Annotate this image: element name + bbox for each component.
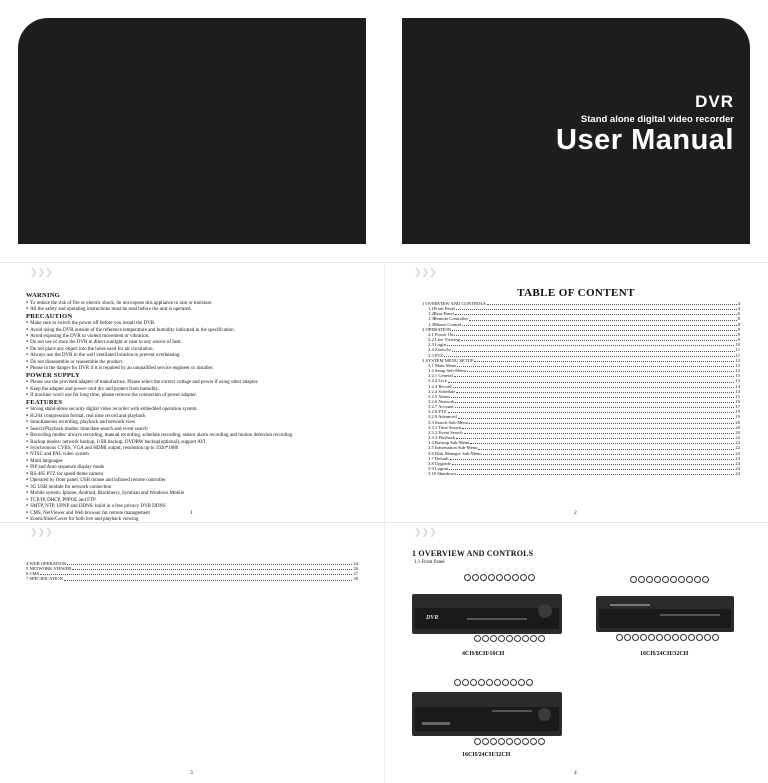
chevron-right-icon: ❯❯❯ [414, 528, 437, 538]
toc-leader-dots [448, 382, 735, 383]
bullet-item: ● If machine won't use for long time, please remove the connection of power adapter. [26, 392, 366, 398]
chevron-right-icon: ❯❯❯ [414, 268, 437, 278]
device-caption: 4CH/8CH/16CH [462, 651, 505, 657]
callout-marker [454, 679, 461, 686]
toc-leader-dots [449, 469, 734, 470]
cover-subtitle: Stand alone digital video recorder [580, 114, 734, 125]
callout-marker [648, 634, 655, 641]
bullet-item: ● Please use the provided adapter of manufacture. Please select the correct voltage and power if using other adapter. [26, 379, 366, 385]
toc-entry-label: 3.3.1 Time Search [428, 424, 462, 430]
toc-entry-page: 24 [735, 471, 740, 477]
toc-leader-dots [470, 443, 734, 444]
toc-entry-page: 16 [735, 398, 740, 404]
device-knob [538, 708, 551, 721]
callout-marker [514, 635, 521, 642]
callout-marker [664, 634, 671, 641]
toc-leader-dots [452, 330, 737, 331]
callout-marker [464, 574, 471, 581]
callout-marker [494, 679, 501, 686]
bullet-item: ● SMTP, NTP, UPNP and DDNS, build in a free privacy DVR DDNS [26, 503, 366, 509]
toc-entry-page: 27 [353, 571, 358, 577]
device-slot [422, 722, 450, 725]
toc-leader-dots [450, 459, 735, 460]
chevron-right-icon: ❯❯❯ [30, 528, 53, 538]
callout-marker [506, 738, 513, 745]
toc-leader-dots [464, 433, 735, 434]
callout-marker [478, 679, 485, 686]
toc-entry-label: 1 OVERVIEW AND CONTROLS [422, 301, 486, 306]
callout-marker [678, 576, 685, 583]
table-of-contents [422, 301, 740, 476]
toc-entry-page: 22 [735, 435, 740, 441]
callout-marker [510, 679, 517, 686]
toc-entry-label: 1.1Front Panel [428, 306, 456, 312]
bullet-item: ● Make sure to switch the power off before you install the DVR. [26, 320, 366, 326]
callout-marker [522, 635, 529, 642]
section-heading: POWER SUPPLY [26, 371, 80, 379]
bullet-item: ● Avoid exposing the DVR to violent movement or vibration. [26, 333, 366, 339]
bullet-item: ● H.264 compression format, real time record and playback [26, 413, 366, 419]
toc-entry-label: 3 SYSTEM MENU SETUP [422, 357, 474, 363]
subsection-title: 1.1 Front Panel [414, 560, 445, 565]
cover-product-name: DVR [695, 92, 734, 111]
safety-features-text [26, 292, 366, 522]
toc-leader-dots [487, 304, 737, 305]
toc-leader-dots [456, 438, 734, 439]
toc-entry-page: 11 [735, 352, 740, 358]
toc-entry-page: 20 [735, 429, 740, 435]
toc-entry-label: 3.2.6 Network [428, 398, 455, 404]
device-slot [467, 618, 527, 620]
callout-marker [482, 635, 489, 642]
toc-leader-dots [72, 569, 352, 570]
callout-marker [704, 634, 711, 641]
cover-back-page [0, 0, 384, 262]
toc-entry-label: 2.3 Login [428, 342, 446, 348]
section-heading: WARNING [26, 292, 61, 299]
toc-leader-dots [448, 412, 735, 413]
device-caption: 16CH/24CH/32CH [462, 752, 511, 758]
bullet-item: ● Mobile system: Iphone, Android, Blackberry, Symbian and Windows Mobile [26, 490, 366, 496]
toc-entry-page: 15 [735, 393, 740, 399]
device-caption: 16CH/24CH/32CH [640, 651, 689, 657]
callout-marker [696, 634, 703, 641]
toc-entry-label: 2 OPERATION [422, 326, 451, 332]
device-face [415, 707, 559, 730]
toc-entry-label: 3.8 Upgrade [428, 460, 451, 466]
toc-entry-page: 19 [735, 409, 740, 415]
toc-entry-page: 17 [735, 404, 740, 410]
toc-entry-page: 4 [737, 306, 740, 312]
bullet-item: ● Operated by front panel, USB mouse and infrared remote controller [26, 477, 366, 483]
callout-marker [680, 634, 687, 641]
cover-front-page [384, 0, 768, 262]
callout-marker [654, 576, 661, 583]
toc-entry-label: 3.5 Information Sub-Menu [428, 445, 478, 451]
bullet-item: ● CMS, NetViewer and Web browser for remote management [26, 510, 366, 516]
callout-marker [530, 635, 537, 642]
bullet-item: ● To reduce the risk of fire or electric shock, do not expose this appliance to rain or moisture. [26, 300, 366, 306]
toc-entry-label: 4 WEB OPERATION [26, 561, 67, 566]
device-face [599, 609, 731, 628]
callout-marker [462, 679, 469, 686]
toc-leader-dots [462, 428, 734, 429]
toc-entry-label: 2.1 Power On [428, 331, 454, 337]
toc-entry-page: 4 [737, 301, 740, 306]
toc-entry-label: 3.4 Backup Sub-Menu [428, 440, 470, 446]
toc-entry-label: 6 CMS [26, 571, 40, 577]
bullet-item: ● Avoid using the DVR outside of the reference temperature and humidity indicated in the specification. [26, 327, 366, 333]
toc-entry-page: 12 [735, 368, 740, 374]
callout-marker [490, 738, 497, 745]
toc-leader-dots [40, 574, 352, 575]
toc-entry-page: 19 [735, 414, 740, 420]
callout-marker [522, 738, 529, 745]
device-slot [492, 710, 532, 712]
toc-entry-label: 3.2.4 Schedule [428, 388, 456, 394]
dvr-front-panel-image [412, 594, 562, 634]
toc-leader-dots [457, 366, 734, 367]
bullet-item: ● 3G USB module for network connection [26, 484, 366, 490]
toc-entry-label: 3.2.2 Live [428, 378, 447, 384]
dvr-front-panel-image [596, 596, 734, 632]
toc-entry-label: 3.1 Main Menu [428, 362, 457, 368]
callout-marker [490, 635, 497, 642]
bullet-item: ● Backup modes: network backup, USB backup, DVDRW backup(optional), support AVI [26, 439, 366, 445]
callout-row [474, 635, 545, 642]
callout-marker [528, 574, 535, 581]
page-1 [0, 262, 384, 522]
toc-entry-page: 24 [735, 460, 740, 466]
toc-entry-label: 3.7 Default [428, 455, 449, 461]
chevron-right-icon: ❯❯❯ [30, 268, 53, 278]
toc-entry-page: 9 [737, 331, 740, 337]
toc-entry-label: 3.2.1 General [428, 373, 453, 379]
callout-marker [688, 634, 695, 641]
toc-entry-page: 12 [735, 362, 740, 368]
toc-leader-dots [454, 335, 736, 336]
callout-marker [694, 576, 701, 583]
toc-leader-dots [455, 402, 734, 403]
cover-title: User Manual [556, 124, 734, 156]
device-knob [538, 604, 552, 618]
toc-entry-label: 3.2.7 Account [428, 404, 454, 410]
callout-marker [512, 574, 519, 581]
callout-marker [702, 576, 709, 583]
toc-leader-dots [474, 361, 734, 362]
toc-entry-label: 3.2.9 Advanced [428, 414, 457, 420]
toc-leader-dots [483, 454, 735, 455]
callout-marker [506, 635, 513, 642]
toc-entry-label: 3.3 Search Sub-Menu [428, 419, 468, 425]
toc-entry-page: 9 [737, 326, 740, 332]
callout-marker [616, 634, 623, 641]
bullet-item: ● Keep the adapter and power cord dry and protect from humidity. [26, 386, 366, 392]
callout-marker [488, 574, 495, 581]
toc-entry-label: 2.2 Live Viewing [428, 337, 460, 343]
toc-leader-dots [461, 340, 737, 341]
callout-marker [630, 576, 637, 583]
callout-row [630, 576, 709, 583]
callout-marker [470, 679, 477, 686]
callout-marker [656, 634, 663, 641]
toc-leader-dots [469, 423, 734, 424]
toc-entry-page: 30 [353, 576, 358, 582]
toc-leader-dots [444, 356, 735, 357]
toc-entry-label: 7 SPECIFICATION [26, 576, 63, 582]
toc-entry-page: 8 [737, 316, 740, 322]
table-of-contents-continued [26, 561, 358, 582]
callout-marker [520, 574, 527, 581]
toc-leader-dots [67, 564, 352, 565]
cover-black-panel [18, 18, 366, 244]
callout-marker [502, 679, 509, 686]
dvr-front-panel-image [412, 692, 562, 736]
bullet-item: ● Do not use or store the DVR in direct sunlight or near to any source of heat. [26, 339, 366, 345]
toc-entry-page: 8 [737, 321, 740, 327]
callout-row [464, 574, 535, 581]
toc-entry [422, 471, 740, 476]
bullet-item: ● Do not place any object into the holes used for air circulation. [26, 346, 366, 352]
toc-entry-page: 12 [735, 357, 740, 363]
toc-entry-label: 3.2.8 PTZ [428, 409, 447, 415]
toc-leader-dots [452, 351, 735, 352]
page-number: 2 [574, 510, 577, 516]
device-slot [610, 604, 650, 606]
callout-marker [538, 738, 545, 745]
section-title: 1 OVERVIEW AND CONTROLS [412, 549, 534, 558]
toc-entry-label: 3.3.2 Event Search [428, 429, 463, 435]
callout-marker [498, 635, 505, 642]
callout-marker [646, 576, 653, 583]
bullet-item: ● TCP/IP, DHCP, PPPOE and FTP [26, 497, 366, 503]
toc-leader-dots [469, 320, 737, 321]
toc-entry-label: 3.9 Logout [428, 466, 449, 471]
bullet-item: ● Recording modes: always recording, manual recording, schedule recording, sensor alarm recording and motion detection recording [26, 432, 366, 438]
toc-title: TABLE OF CONTENT [517, 287, 635, 299]
toc-leader-dots [478, 449, 734, 450]
toc-leader-dots [456, 309, 737, 310]
toc-entry-page: 22 [735, 445, 740, 451]
toc-entry-page: 24 [735, 466, 740, 471]
bullet-item: ● Multi languages [26, 458, 366, 464]
toc-entry-page: 22 [735, 440, 740, 446]
toc-leader-dots [454, 376, 735, 377]
toc-entry-page: 24 [353, 561, 358, 566]
toc-entry-label: 3.10 Shutdown [428, 471, 456, 477]
toc-entry-page: 23 [735, 450, 740, 456]
callout-marker [482, 738, 489, 745]
callout-marker [662, 576, 669, 583]
toc-leader-dots [452, 464, 735, 465]
toc-entry-label: 2.4 Zoom In [428, 347, 451, 353]
callout-marker [624, 634, 631, 641]
toc-entry-page: 14 [735, 383, 740, 389]
callout-marker [472, 574, 479, 581]
toc-entry-label: 3.3.3 Playback [428, 435, 456, 441]
bullet-item: ● Please in the danger for DVR if it is repaired by an unqualified service engineer or installer. [26, 365, 366, 371]
toc-entry-page: 11 [735, 347, 740, 353]
toc-entry-page: 20 [735, 419, 740, 425]
callout-marker [498, 738, 505, 745]
toc-leader-dots [462, 325, 736, 326]
toc-entry-label: 3.2.5 Alarm [428, 393, 450, 399]
bullet-item: ● PIP and Auto sequence display mode [26, 464, 366, 470]
toc-entry-page: 13 [735, 373, 740, 379]
page-number: 1 [190, 510, 193, 516]
toc-leader-dots [458, 418, 735, 419]
toc-entry-page: 6 [737, 311, 740, 317]
callout-marker [496, 574, 503, 581]
page-number: 3 [190, 770, 193, 776]
device-slot [660, 614, 720, 616]
toc-leader-dots [453, 387, 735, 388]
toc-entry-label: 1.3Remote Controller [428, 316, 469, 322]
section-heading: FEATURES [26, 398, 63, 406]
callout-marker [504, 574, 511, 581]
callout-marker [526, 679, 533, 686]
page-2 [384, 262, 768, 522]
callout-marker [538, 635, 545, 642]
toc-entry-page: 23 [735, 455, 740, 461]
toc-entry-page: 13 [735, 378, 740, 384]
callout-row [454, 679, 533, 686]
cover-black-panel [402, 18, 750, 244]
toc-entry-page: 9 [737, 337, 740, 343]
page-number: 4 [574, 770, 577, 776]
callout-marker [480, 574, 487, 581]
bullet-item: ● All the safety and operating instructions must be read before the unit is operated. [26, 306, 366, 312]
toc-leader-dots [455, 314, 737, 315]
toc-entry-label: 5 NETWORK VIEWER [26, 566, 72, 572]
callout-marker [640, 634, 647, 641]
callout-marker [632, 634, 639, 641]
bullet-item: ● Simultaneous recording, playback and network view [26, 419, 366, 425]
callout-marker [638, 576, 645, 583]
callout-marker [712, 634, 719, 641]
toc-leader-dots [451, 397, 735, 398]
toc-entry-page: 26 [353, 566, 358, 572]
bullet-item: ● Always use the DVR in the well ventilated location to prevent overheating. [26, 352, 366, 358]
toc-entry-page: 14 [735, 388, 740, 394]
bullet-item: ● Search/Playback modes: time/date search and event search [26, 426, 366, 432]
bullet-item: ● Synchronous CVBS, VGA and HDMI output, resolution up to 1920*1080 [26, 445, 366, 451]
toc-entry-label: 1.4Mouse Control [428, 321, 462, 327]
callout-marker [474, 738, 481, 745]
callout-marker [518, 679, 525, 686]
callout-marker [672, 634, 679, 641]
callout-row [474, 738, 545, 745]
toc-leader-dots [455, 407, 735, 408]
toc-entry-label: 3.6 Disk Manager Sub-Menu [428, 450, 482, 456]
toc-entry-label: 3.2.3 Record [428, 383, 452, 389]
callout-marker [670, 576, 677, 583]
toc-entry-label: 3.2 Setup Sub-Menu [428, 368, 466, 374]
bullet-item: ● RS-485 PTZ for speed dome camera [26, 471, 366, 477]
callout-marker [486, 679, 493, 686]
toc-entry-label: 1.2Rear Panel [428, 311, 454, 317]
toc-leader-dots [447, 345, 735, 346]
toc-leader-dots [456, 392, 734, 393]
device-logo: DVR [426, 615, 439, 621]
toc-entry-label: 2.5 PTZ [428, 352, 444, 358]
section-heading: PRECAUTION [26, 312, 73, 320]
toc-entry-page: 20 [735, 424, 740, 430]
bullet-item: ● NTSC and PAL video system [26, 451, 366, 457]
callout-marker [514, 738, 521, 745]
callout-marker [530, 738, 537, 745]
bullet-item: ● Strong stand-alone security digital video recorder with embedded operation system. [26, 406, 366, 412]
bullet-item: ● Do not disassemble or reassemble the product. [26, 359, 366, 365]
toc-entry-page: 10 [735, 342, 740, 348]
toc-leader-dots [457, 474, 735, 475]
toc-entry [26, 576, 358, 581]
toc-leader-dots [467, 371, 735, 372]
page-3 [0, 522, 384, 783]
callout-row [616, 634, 719, 641]
callout-marker [686, 576, 693, 583]
callout-marker [474, 635, 481, 642]
page-4 [384, 522, 768, 783]
bullet-item: ● Zoom/Slide/Cover for both live and playback viewing [26, 516, 366, 522]
toc-leader-dots [64, 580, 353, 581]
